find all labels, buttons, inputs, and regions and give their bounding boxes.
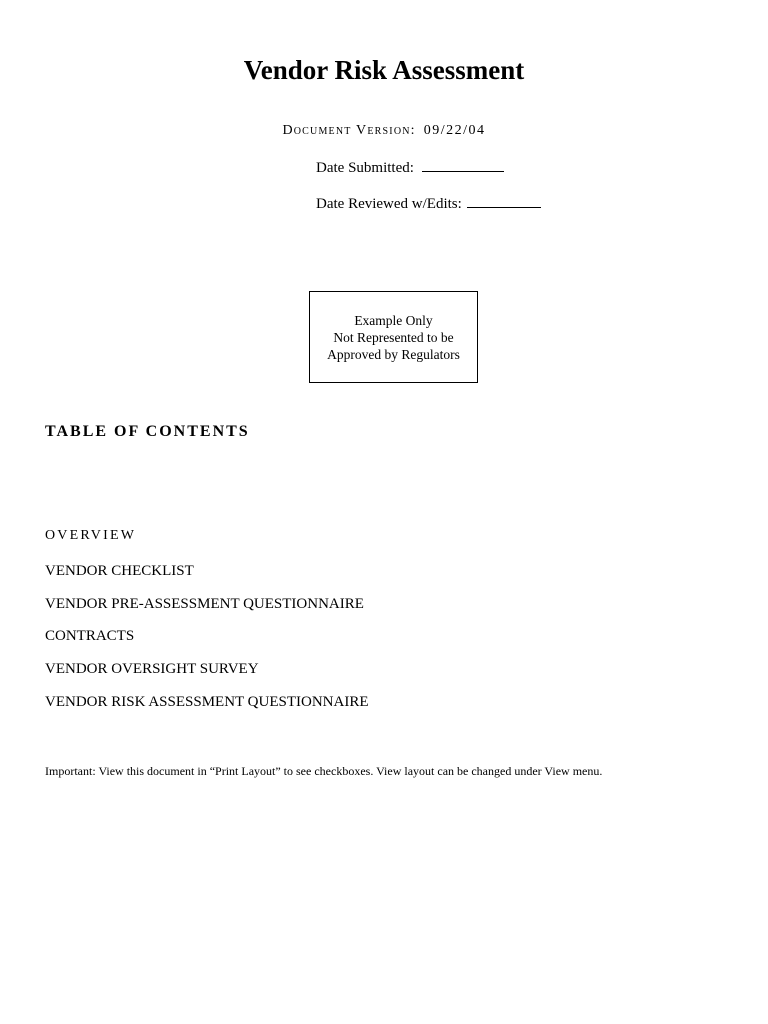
- version-value: 09/22/04: [423, 123, 486, 138]
- date-reviewed-blank: [467, 195, 541, 208]
- date-submitted-field: [316, 159, 504, 177]
- date-submitted-blank: [422, 159, 504, 172]
- example-disclaimer-box: [309, 291, 478, 383]
- toc-item-overview[interactable]: OVERVIEW: [45, 528, 137, 543]
- document-title: Vendor Risk Assessment: [243, 55, 525, 85]
- toc-item-vendor-oversight-survey[interactable]: VENDOR OVERSIGHT SURVEY: [45, 661, 259, 677]
- toc-item-vendor-checklist[interactable]: VENDOR CHECKLIST: [45, 563, 194, 579]
- document-version: [0, 123, 768, 139]
- example-box-line: Example Only: [354, 312, 433, 328]
- version-label: Document Version:: [282, 123, 416, 138]
- toc-item-vendor-pre-assessment-questionnaire[interactable]: VENDOR PRE-ASSESSMENT QUESTIONNAIRE: [45, 596, 364, 612]
- toc-item-vendor-risk-assessment-questionnaire[interactable]: VENDOR RISK ASSESSMENT QUESTIONNAIRE: [45, 694, 369, 710]
- example-box-line: Approved by Regulators: [327, 346, 460, 362]
- date-reviewed-label: Date Reviewed w/Edits:: [316, 196, 462, 212]
- important-note: Important: View this document in “Print Layout” to see checkboxes. View layout can be changed under View menu.: [45, 764, 603, 778]
- date-reviewed-field: [316, 195, 541, 213]
- date-submitted-label: Date Submitted:: [316, 160, 414, 176]
- toc-heading: TABLE OF CONTENTS: [45, 423, 250, 440]
- toc-item-contracts[interactable]: CONTRACTS: [45, 628, 135, 644]
- example-box-line: Not Represented to be: [333, 329, 454, 345]
